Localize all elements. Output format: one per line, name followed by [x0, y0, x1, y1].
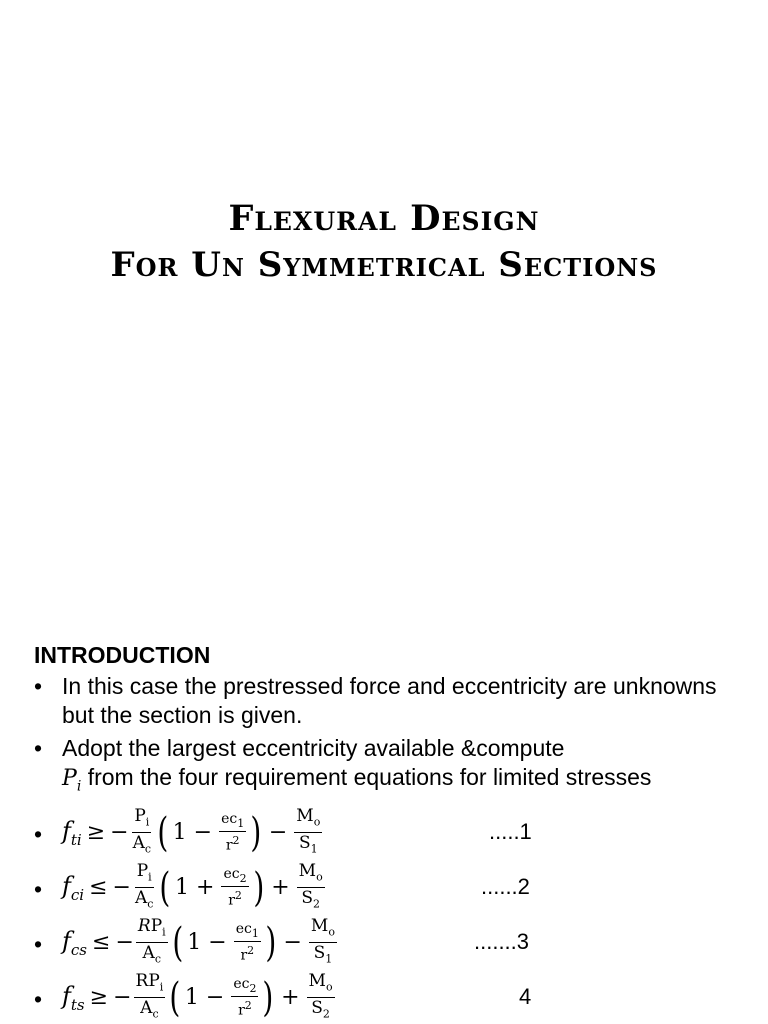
- bullet-text-b: from the four requirement equations for limited stresses: [87, 764, 652, 790]
- equation-number: 4: [519, 984, 532, 1010]
- bullet-item-1: [34, 672, 754, 730]
- moment-fraction: $\frac{M_o}{S_1}$: [296, 806, 321, 856]
- equation-body: $f_{cs}$ ≤ − $\frac{RP_i}{A_c}$ ( 1 − $\frac{ec_1}{r^2}$ ) − $\frac{M_o}{S_1}$: [62, 916, 335, 966]
- slide-content: [34, 640, 754, 1024]
- equation-number: ......2: [481, 874, 530, 900]
- bullet-marker: •: [34, 931, 43, 958]
- equation-number: .....1: [489, 819, 532, 845]
- equation-1: [34, 805, 754, 860]
- bullet-marker: •: [34, 876, 43, 903]
- bullet-marker: •: [34, 821, 43, 848]
- equation-3: [34, 915, 754, 970]
- equation-body: $f_{ti}$ ≥ − $\frac{P_i}{A_c}$ ( 1 − $\frac{ec_1}{r^2}$ ) − $\frac{M_o}{S_1}$: [62, 805, 324, 860]
- pi-variable: $P_i$: [62, 766, 82, 795]
- bullet-item-2: [34, 734, 754, 801]
- equation-number: .......3: [474, 929, 530, 955]
- stress-variable: $f_{ti}$: [62, 816, 82, 849]
- relation-sign: ≥: [86, 820, 106, 846]
- sign: −: [110, 820, 129, 846]
- section-heading: INTRODUCTION: [34, 642, 211, 668]
- bullet-marker: •: [34, 735, 43, 761]
- equation-4: [34, 970, 754, 1024]
- title-line-2: For Un Symmetrical Sections: [110, 245, 658, 285]
- bullet-marker: •: [34, 986, 43, 1013]
- bullet-text-a: Adopt the largest eccentricity available &compute: [62, 735, 565, 761]
- bullet-text: In this case the prestressed force and eccentricity are unknowns but the section is given.: [62, 673, 717, 728]
- equation-2: [34, 860, 754, 915]
- title-line-1: Flexural Design: [228, 198, 540, 239]
- equation-body: $f_{ts}$ ≥ − $\frac{RP_i}{A_c}$ ( 1 − $\frac{ec_2}{r^2}$ ) + $\frac{M_o}{S_2}$: [62, 971, 333, 1021]
- equation-body: $f_{ci}$ ≤ − $\frac{P_i}{A_c}$ ( 1 + $\frac{ec_2}{r^2}$ ) + $\frac{M_o}{S_2}$: [62, 861, 323, 911]
- slide-title: [0, 196, 768, 288]
- bullet-marker: •: [34, 673, 43, 699]
- eccentricity-fraction: $\frac{ec_1}{r^2}$: [221, 810, 245, 855]
- force-fraction: $\frac{P_i}{A_c}$: [132, 806, 152, 856]
